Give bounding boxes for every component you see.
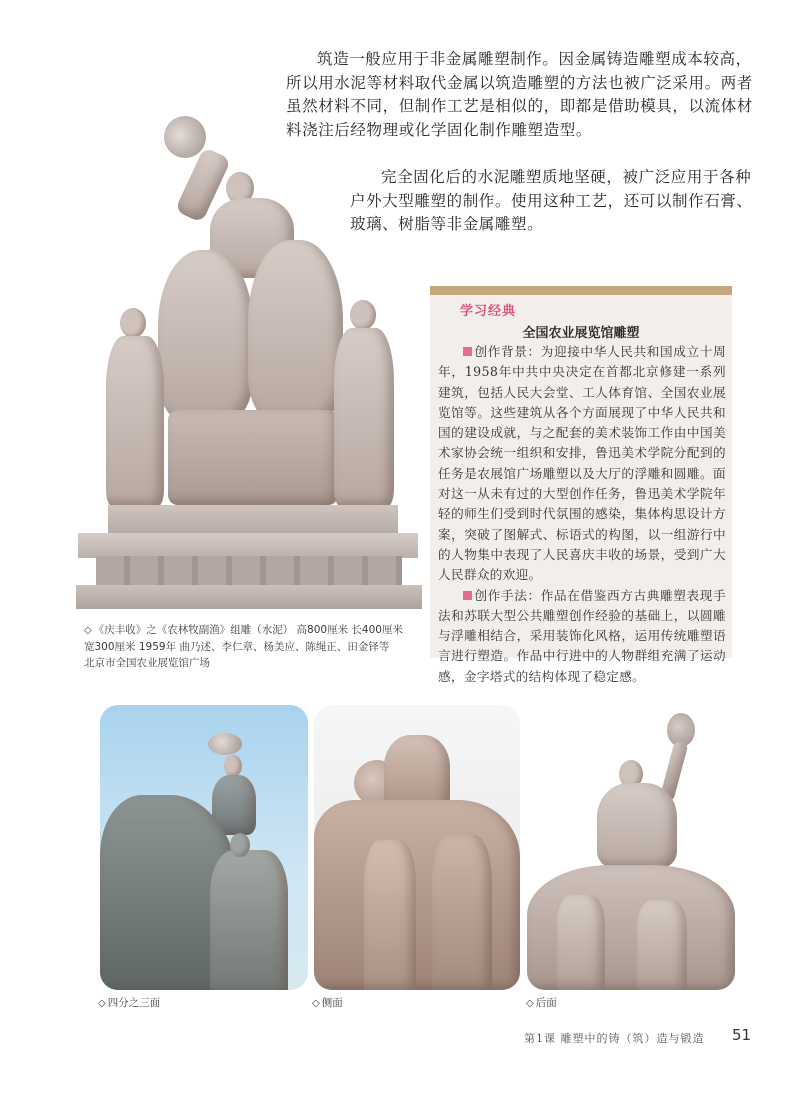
box-title: 全国农业展览馆雕塑 [522,326,640,341]
right-woman [637,900,687,990]
foreground-woman [364,840,416,990]
right-figure-head [350,300,376,330]
pedestal-base [76,585,422,609]
main-sculpture-photo [68,110,420,610]
main-figure-caption [84,622,424,671]
box-body [438,342,726,687]
body-paragraph-1: 筑造一般应用于非金属雕塑制作。因金属铸造雕塑成本较高，所以用水泥等材料取代金属以筑造雕塑的方法也被广泛采用。两者虽然材料不同，但制作工艺是相似的，即都是借助模具，以流体材料浇注后经物理或化学固化制作雕塑造型。 [286,50,753,139]
foreground-figure-head [230,833,250,857]
foreground-man [432,835,492,990]
photo-caption-rear: ◇ 后面 [526,995,557,1012]
figure-head [224,755,242,777]
photo-three-quarter-view [100,705,308,990]
left-figure-head [120,308,146,338]
photo-caption-side: ◇ 侧面 [312,995,343,1012]
raised-disc [208,733,242,755]
diamond-marker-icon: ◇ [84,625,92,636]
right-figure [334,328,394,506]
pedestal-ledge [78,533,418,558]
body-paragraph-2: 完全固化后的水泥雕塑质地坚硬，被广泛应用于各种户外大型雕塑的制作。使用这种工艺，还可以制作石膏、玻璃、树脂等非金属雕塑。 [350,168,753,233]
diamond-marker-icon: ◇ [98,998,106,1009]
left-figure [106,336,164,506]
square-bullet-icon [463,347,472,356]
foreground-figure [210,850,288,990]
top-figure-back [597,783,677,868]
horse-legs [168,410,338,505]
diamond-marker-icon: ◇ [312,998,320,1009]
photo-caption-three-quarter: ◇ 四分之三面 [98,995,160,1012]
box-top-bar [430,286,732,295]
horse-left [158,250,253,420]
diamond-marker-icon: ◇ [526,998,534,1009]
caption-line-1: ◇ 《庆丰收》之《农林牧副渔》组雕（水泥） 高800厘米 长400厘米 [84,622,424,639]
caption-line-3: 北京市全国农业展览馆广场 [84,657,210,669]
background-paragraph: 创作背景：为迎接中华人民共和国成立十周年，1958年中共中央决定在首都北京修建一系列建筑，包括人民大会堂、工人体育馆、全国农业展览馆等。这些建筑从各个方面展现了中华人民共和国的建设成就，与之配套的美术装饰工作由中国美术家协会统一组织和安排，鲁迅美术学院分配到的任务是农展馆广场雕塑以及大厅的浮雕和圆雕。面对这一从未有过的大型创作任务，鲁迅美术学院年轻的师生们受到时代氛围的感染，集体构思设计方案，突破了图解式、标语式的构图，以一组游行中的人物集中表现了人民喜庆丰收的场景，受到广大人民群众的欢迎。 [438,344,726,583]
pedestal-top [108,505,398,535]
left-woman [557,895,605,990]
technique-paragraph: 创作手法：作品在借鉴西方古典雕塑表现手法和苏联大型公共雕塑创作经验的基础上，以圆雕与浮雕相结合，采用装饰化风格，运用传统雕塑语言进行塑造。作品中行进中的人物群组充满了运动感，金字塔式的结构体现了稳定感。 [438,587,726,684]
footer-lesson-title: 第1课 雕塑中的铸（筑）造与锻造 [524,1032,705,1045]
horse-right [248,240,343,420]
photo-rear-view [527,705,735,990]
study-classic-box [430,286,732,684]
square-bullet-icon [463,591,472,600]
page-number: 51 [732,1026,752,1044]
photo-side-view [314,705,520,990]
pedestal-relief-band [96,556,402,586]
box-tag-label: 学习经典 [460,304,517,319]
caption-line-2: 宽300厘米 1959年 曲乃述、李仁章、杨美应、陈绳正、田金铎等 [84,641,390,653]
